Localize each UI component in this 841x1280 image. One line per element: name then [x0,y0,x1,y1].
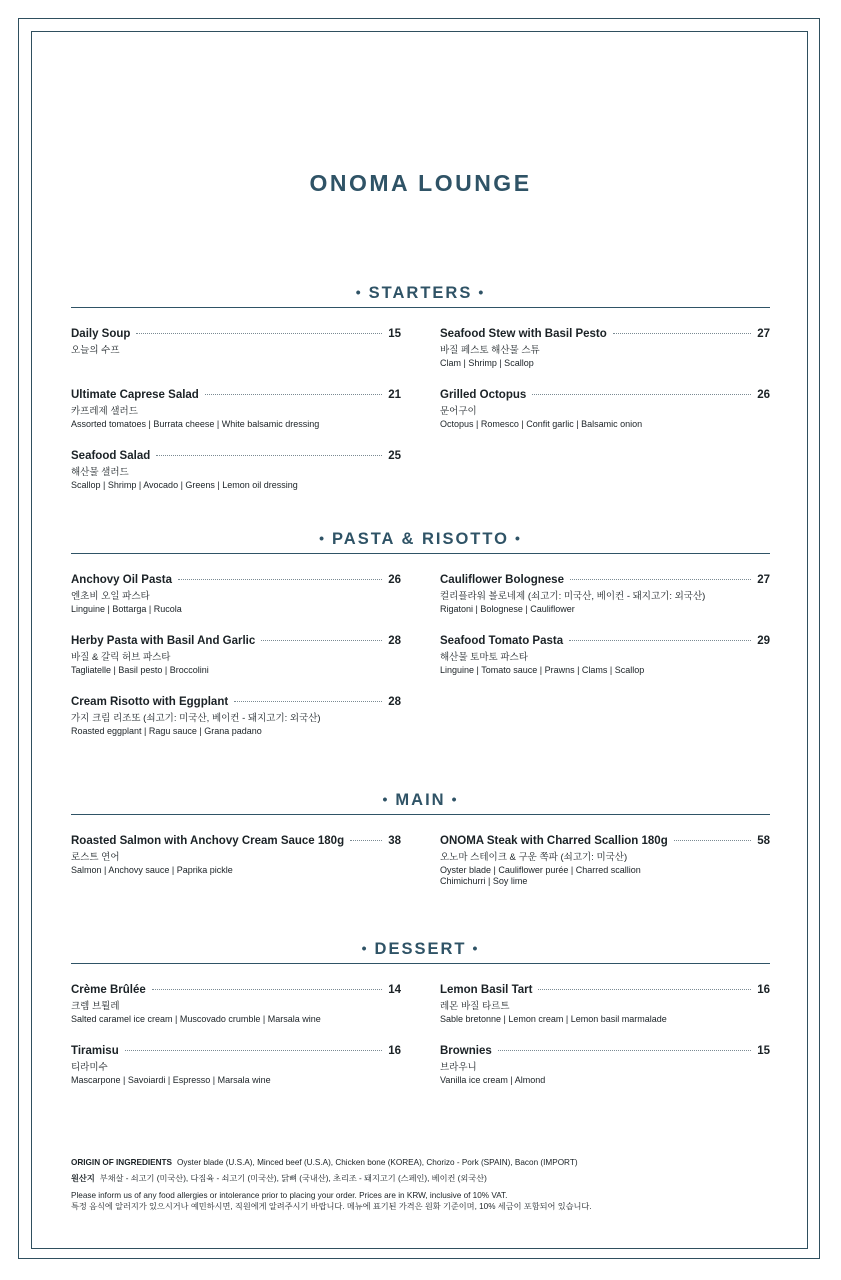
item-name: Crème Brûlée [71,984,146,996]
item-name: Herby Pasta with Basil And Garlic [71,635,256,647]
item-korean-name: 바질 페스토 해산물 스튜 [440,345,540,356]
item-description: Assorted tomatoes | Burrata cheese | White balsamic dressing [71,419,320,429]
section-divider [71,307,770,308]
menu-item [440,634,770,695]
section-divider [71,963,770,964]
item-korean-name: 해산물 토마토 파스타 [440,652,528,663]
item-price: 58 [757,835,770,847]
item-price: 27 [757,328,770,340]
item-korean-name: 해산물 샐러드 [71,467,129,478]
section-divider [71,814,770,815]
item-korean-name: 문어구이 [440,406,477,417]
item-description: Salted caramel ice cream | Muscovado crumble | Marsala wine [71,1014,321,1024]
item-price: 26 [757,389,770,401]
item-name: ONOMA Steak with Charred Scallion 180g [440,835,668,847]
item-description: Salmon | Anchovy sauce | Paprika pickle [71,865,233,875]
menu-item [440,1044,770,1105]
item-korean-name: 로스트 연어 [71,852,120,863]
menu-item [440,327,770,388]
section-header: • DESSERT • [361,940,480,958]
item-price: 14 [388,984,401,996]
item-description: Tagliatelle | Basil pesto | Broccolini [71,665,209,675]
section-title: MAIN [395,791,446,809]
item-description: Linguine | Tomato sauce | Prawns | Clams | Scallop [440,665,645,675]
menu-item [71,634,401,695]
origin-text-kr: 부채살 - 쇠고기 (미국산), 다짐육 - 쇠고기 (미국산), 닭뼈 (국내산), 초리조 - 돼지고기 (스페인), 베이컨 (외국산) [99,1174,487,1183]
menu-item [71,388,401,449]
section-dessert [71,937,770,1085]
item-korean-name: 오노마 스테이크 & 구운 쪽파 (쇠고기: 미국산) [440,852,628,863]
section-starters [71,281,770,490]
item-price: 15 [757,1045,770,1057]
item-korean-name: 티라미수 [71,1062,108,1073]
menu-item [71,834,401,895]
menu-item [71,573,401,634]
item-description: Octopus | Romesco | Confit garlic | Balsamic onion [440,419,643,429]
item-description: Scallop | Shrimp | Avocado | Greens | Lemon oil dressing [71,480,298,490]
menu-item [71,983,401,1044]
item-name: Cauliflower Bolognese [440,574,564,586]
menu-item [71,449,401,510]
item-name: Seafood Tomato Pasta [440,635,564,647]
section-title: STARTERS [368,284,473,302]
item-name: Anchovy Oil Pasta [71,574,172,586]
origin-label: ORIGIN OF INGREDIENTS [71,1158,172,1167]
item-description: Vanilla ice cream | Almond [440,1075,546,1085]
item-price: 28 [388,696,401,708]
allergy-notice-kr: 특정 음식에 알러지가 있으시거나 예민하시면, 직원에게 알려주시기 바랍니다. 메뉴에 표기된 가격은 원화 기준이며, 10% 세금이 포함되어 있습니다. [71,1202,592,1211]
item-korean-name: 바질 & 갈릭 허브 파스타 [71,652,171,663]
item-name: Cream Risotto with Eggplant [71,696,229,708]
origin-ingredients-en [71,1157,771,1168]
item-name: Seafood Stew with Basil Pesto [440,328,607,340]
item-price: 29 [757,635,770,647]
item-description: Oyster blade | Cauliflower purée | Charred scallion Chimichurri | Soy lime [440,865,641,886]
menu-item [440,388,770,449]
item-name: Brownies [440,1045,492,1057]
section-title: PASTA & RISOTTO [332,530,509,548]
item-price: 28 [388,635,401,647]
item-name: Grilled Octopus [440,389,527,401]
section-pasta-risotto [71,527,770,736]
item-korean-name: 레몬 바질 타르트 [440,1001,510,1012]
section-main [71,788,770,886]
item-name: Daily Soup [71,328,131,340]
item-korean-name: 엔초비 오일 파스타 [71,591,150,602]
allergy-notice-en: Please inform us of any food allergies or intolerance prior to placing your order. Prices are in KRW, inclusive of 10% VAT. [71,1191,508,1200]
section-divider [71,553,770,554]
item-korean-name: 카프레제 샐러드 [71,406,138,417]
item-description: Rigatoni | Bolognese | Cauliflower [440,604,575,614]
section-header: • PASTA & RISOTTO • [319,530,522,548]
item-name: Ultimate Caprese Salad [71,389,199,401]
item-name: Roasted Salmon with Anchovy Cream Sauce 180g [71,835,345,847]
item-name: Tiramisu [71,1045,119,1057]
item-description: Linguine | Bottarga | Rucola [71,604,182,614]
item-description: Roasted eggplant | Ragu sauce | Grana padano [71,726,262,736]
item-price: 21 [388,389,401,401]
item-name: Lemon Basil Tart [440,984,533,996]
item-price: 25 [388,450,401,462]
menu-item [71,1044,401,1105]
item-description: Mascarpone | Savoiardi | Espresso | Marsala wine [71,1075,271,1085]
origin-ingredients-kr [71,1173,771,1184]
item-korean-name: 가지 크림 리조또 (쇠고기: 미국산, 베이컨 - 돼지고기: 외국산) [71,713,321,724]
menu-item [71,327,401,388]
item-description: Sable bretonne | Lemon cream | Lemon basil marmalade [440,1014,667,1024]
menu-item [440,983,770,1044]
restaurant-title: ONOMA LOUNGE [309,170,532,196]
menu-item [440,573,770,634]
item-korean-name: 브라우니 [440,1062,477,1073]
item-price: 16 [388,1045,401,1057]
section-header: • MAIN • [382,791,459,809]
item-price: 26 [388,574,401,586]
item-price: 27 [757,574,770,586]
item-korean-name: 크렘 브륄레 [71,1001,120,1012]
section-title: DESSERT [374,940,467,958]
menu-item [440,834,770,895]
item-price: 15 [388,328,401,340]
section-header: • STARTERS • [355,284,486,302]
item-korean-name: 오늘의 수프 [71,345,120,356]
menu-item [71,695,401,756]
item-korean-name: 컬리플라워 볼로네제 (쇠고기: 미국산, 베이컨 - 돼지고기: 외국산) [440,591,706,602]
item-name: Seafood Salad [71,450,151,462]
item-price: 16 [757,984,770,996]
footer-notes [71,1157,771,1212]
origin-label-kr: 원산지 [71,1174,95,1183]
origin-text: Oyster blade (U.S.A), Minced beef (U.S.A), Chicken bone (KOREA), Chorizo - Pork (SPAIN), Bacon (IMPORT) [177,1158,578,1167]
item-description: Clam | Shrimp | Scallop [440,358,534,368]
item-price: 38 [388,835,401,847]
